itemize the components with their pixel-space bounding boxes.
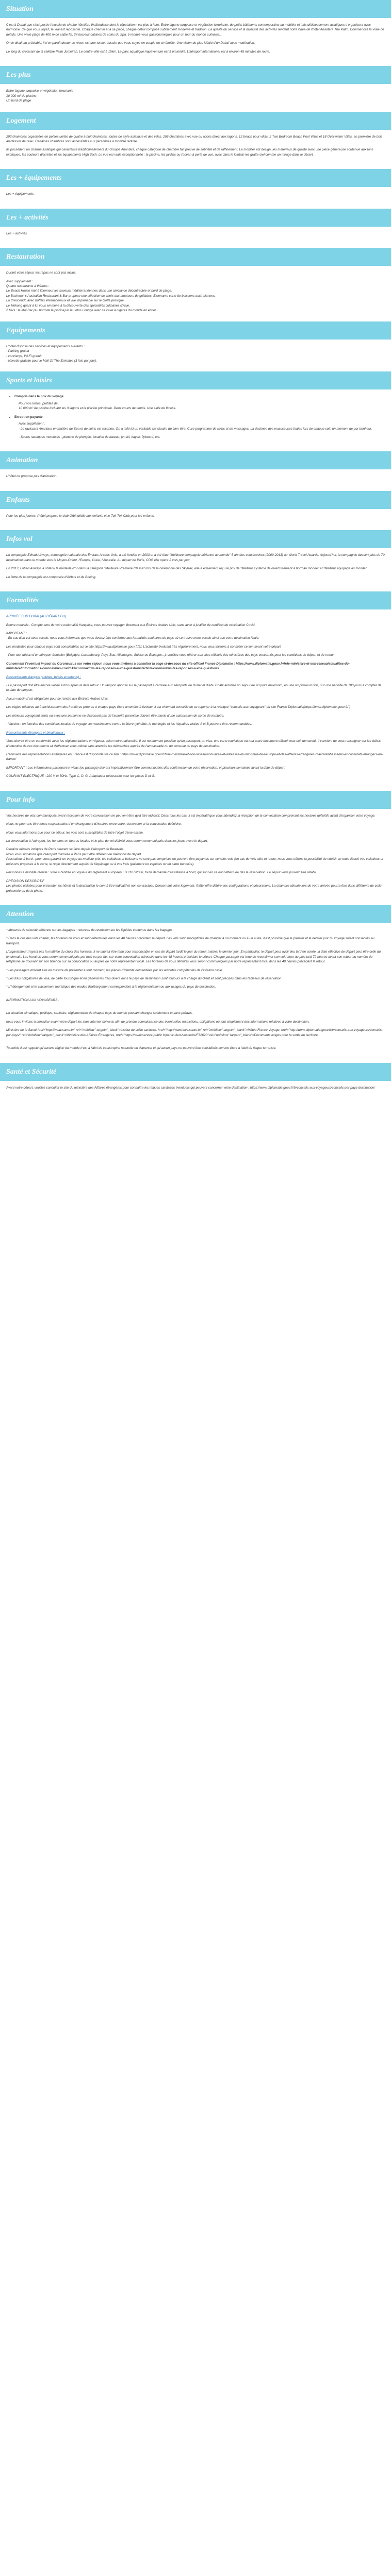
formalites-block: - Vaccins : en fonction des conditions locales de voyage, les vaccinations contre la fièvre typhoïde, la méningite et les hépatites virales A et B peuvent être recommandées.: [6, 722, 252, 726]
situation-paragraph: On le disait au préalable, il n'en paraît douter ce resort est une totale réussite que vous soyez en couple ou en famille. Une vision de plus idéale d'un Dubaï avec modération.: [6, 41, 255, 45]
section-plus: [0, 66, 391, 111]
section-title-plus-equipements: Les + équipements: [0, 169, 391, 187]
section-body-infos-vol: [0, 548, 391, 591]
section-body-equipements: [0, 340, 391, 372]
section-title-sante-securite: Santé et Sécurité: [0, 1063, 391, 1081]
section-body-attention: [0, 923, 391, 1063]
logement-paragraph: 293 chambres organisées en petites unités de quatre à huit chambres, toutes de style asiatique et des villas. 256 chambres avec vue ou accès direct aux lagons, 12 beach pour villas, 2 Two Bedroom Beach Pool Villas et 18 Over-water Villas, en première de bois au-dessus de l'eau. Certaines chambres sont accessibles aux personnes à mobilité réduite.: [6, 134, 383, 143]
restauration-item: Le Mekong quant à lui vous emmène à la découverte des spécialités culinaires d'Asie.: [6, 303, 130, 308]
section-body-logement: [0, 130, 391, 170]
infos-paragraph: La flotte de la compagnie est composée d'Airbus et de Boeing.: [6, 575, 96, 579]
section-title-formalites: Formalités: [0, 591, 391, 609]
attention-info-paragraph: La situation climatique, politique, sanitaire, réglementaire de chaque pays du monde pouvant changer subitement et sans préavis.: [6, 1011, 193, 1015]
sports-list: [6, 415, 385, 419]
restauration-item: 2 bars : le Mai Bar (au bord de la piscine) et le Lotus Lounge avec sa cave à cigares du monde en entier.: [6, 309, 157, 313]
formalites-block: Vous devrez être en conformité avec les réglementations en vigueur, selon votre nationalité. Il est notamment possible qu'un passeport, un visa, une carte touristique ou tout autre document officiel vous soit demandé. Il convient de vous renseigner sur les délais d'obtention de ces documents et d'effectuer vous-même sans attendre les démarches auprès de l'ambassade ou du consulat du pays de destination.: [6, 739, 381, 748]
attention-info-heading: INFORMATION AUX VOYAGEURS :: [6, 998, 59, 1002]
section-body-enfants: [0, 509, 391, 530]
section-title-animation: Animation: [0, 451, 391, 469]
formalites-block: COURANT ELECTRIQUE : 220 V et 50Hz. Type C, D, G. Adaptateur nécessaire pour les prises D et G.: [6, 774, 155, 778]
attention-paragraph: * L'hébergement et le classement touristique des modes d'hébergement correspondent à la réglementation ou aux usages du pays de destination.: [6, 985, 216, 989]
section-sports: [0, 371, 391, 451]
attention-paragraph: * Dans le cas des vols charter, les horaires de vous et sont déterminés dans les 48 heures précédant le départ. Les vols sont susceptibles de changer à un moment ou à un autre, il est possible que le premier et le dernier jour du voyage soient consacrés au transport.: [6, 937, 374, 945]
section-body-formalites: [0, 609, 391, 791]
section-pour-info: [0, 791, 391, 905]
equipements-item: - Navette gratuite pour le Mall Of The Emirates (3 fois par jour).: [6, 359, 97, 363]
section-body-situation: [0, 18, 391, 66]
attention-info-paragraph: nous vous invitons à consulter avant votre départ les sites Internet suivants afin de prendre connaissance des éventuelles restrictions, obligations ou tout simplement des informations relatives à votre destination.: [6, 1020, 310, 1024]
section-formalites: [0, 591, 391, 791]
section-plus-activites: [0, 209, 391, 248]
section-body-pour-info: [0, 809, 391, 905]
infos-paragraph: La compagnie Etihad Airways, compagnie nationale des Émirats Arabes Unis, a été fondée en 2003 et a été élue "Meilleure compagnie aérienne au monde" 5 années consécutives (2009-2013) au World Travel Awards. Aujourd'hui, la compagnie dessert plus de 70 destinations dans le monde vers le Moyen-Orient, l'Europe, l'Asie, l'Australie. Au départ de Paris, CDG elle opère 2 vols par jour.: [6, 553, 385, 562]
pour-info-paragraph: Prestations à bord : pour vous garantir un voyage au meilleur prix, les collations et boissons ne sont pas comprises ou peuvent être payantes sur certains vols (en cas de vols aller et retour, nous vous offrons la possibilité de choisir en toute liberté vos collations et boissons proposés à la carte, le règle directement auprès de l'équipage ou à vos frais (paiement en espèces ou en carte bancaire).: [6, 857, 383, 866]
plus-activites-text: Les + activités: [6, 231, 27, 235]
section-title-logement: Logement: [0, 112, 391, 130]
section-body-restauration: [0, 266, 391, 321]
formalites-block: Les règles relatives au franchissement des frontières propres à chaque pays étant amenées à évoluer, il est vivement conseillé de se reporter à la rubrique "conseils aux voyageurs" du site France Diplomatie(https://www.diplomatie.gouv.fr/ ): [6, 705, 350, 709]
pour-info-paragraph: Nous vous informons que pour ce séjour, les vols sont susceptibles de faire l'objet d'une escale.: [6, 831, 144, 835]
formalites-block: L'annuaire des représentations étrangères en France est disponible via ce lien : https://www.diplomatie.gouv.fr/fr/le-ministere-et-son-reseau/annuaires-et-adresses-du-ministere-de-l-europe-et-des-affaires-etrangeres-maedi/ambassades-et-consulats-etrangers-en-france/: [6, 752, 383, 761]
formalites-block-link[interactable]: Concernant l'éventuel impact du Coronavirus sur votre séjour, nous vous invitons à consulter la page ci-dessous du site officiel France Diplomatie : https://www.diplomatie.gouv.fr/fr/le-ministere-et-son-reseau/actualites-du-ministere/informations-coronavirus-covid-19/coronavirus-les-reponses-a-vos-questions/article/coronavirus-les-reponses-a-vos-questions: [6, 662, 350, 671]
section-body-plus-activites: [0, 227, 391, 248]
plus-line: Entre lagune turquoise et végétation luxuriante: [6, 89, 74, 93]
plus-line: 10 000 m² de piscine: [6, 94, 37, 98]
section-body-sante-securite: [0, 1081, 391, 1102]
restauration-item: Le Beach House met à l'honneur les saveurs méditerranéennes dans une ambiance décontractée et bord de plage.: [6, 289, 172, 293]
sports-list: [6, 394, 385, 399]
section-restauration: [0, 248, 391, 321]
section-title-enfants: Enfants: [0, 491, 391, 509]
pour-info-paragraph: PRÉCISION DESCRIPTIF: [6, 879, 44, 883]
spacer: [6, 993, 385, 998]
section-animation: [0, 451, 391, 490]
section-situation: [0, 0, 391, 66]
section-title-sports: Sports et loisirs: [0, 371, 391, 389]
enfants-text: Pour les plus jeunes, l'hôtel propose le club Orbit dédié aux enfants et le Tuk Tuk Club pour les enfants.: [6, 514, 155, 518]
formalites-block: - En cas d'un voi avec escale, nous vous informons que vous devrez être conforme aux formalités sanitaires du pays où se trouve notre escale ainsi que votre destination finale.: [6, 636, 259, 640]
infos-paragraph: En 2013, Etihad Airways a obtenu la médaille d'or dans la catégorie "Meilleure Première Classe" lors de la cérémonie des Skytrax, elle a également reçu le prix de "Meilleur système de divertissement à bord au monde" et "Meilleur équipage au monde".: [6, 567, 368, 571]
section-logement: [0, 112, 391, 170]
attention-paragraph: * Les frais obligatoires de visa, de carte touristique et en général les frais divers dans le pays de destination sont toujours à la charge du client et sont précisés dans les tableaux de réservation.: [6, 977, 283, 980]
sports-optional-text: - Le ravissant Anantara en matière de Spa et de soins est reconnu. On a tellé ici un véritable sanctuaire du bien-être. Cure programme de soins et de massages. La destinée des massseuses thaïes lors de chaque soin un moment de pur bonheur.: [19, 427, 372, 431]
equipements-item: - concierge, Wi-Fi gratuit: [6, 354, 42, 358]
formalites-heading: ARRIVÉE SUR DUBAI (AU DÉPART DU): [6, 615, 66, 619]
section-title-pour-info: Pour info: [0, 791, 391, 809]
sports-bullet-included: • Compris dans le prix du voyage: [14, 394, 385, 399]
formalites-block: Ressortissants étrangers et binationaux :: [6, 731, 66, 735]
section-title-restauration: Restauration: [0, 248, 391, 266]
attention-info-links[interactable]: Ministère de la Santé href="http://www.sante.fr/" rel="nofollow" target="_blank">Institut de veille sanitaire. href="http://www.invs.sante.fr/" rel="nofollow" target="_blank">Météo France Voyage, href="http://www.diplomatie.gouv.fr/fr/conseils-aux-voyageurs/conseils-par-pays/" rel="nofollow" target="_blank">Ministère des Affaires Étrangères, href="https://www.service-public.fr/particuliers/vosdroits/F32620" rel="nofollow" target="_blank">Documents exigés pour la sortie du territoire.: [6, 1028, 383, 1037]
formalites-block: IMPORTANT :: [6, 631, 27, 635]
section-title-equipements: Equipements: [0, 321, 391, 340]
attention-info-paragraph: Toutefois il est rappelé qu'aucune région du monde n'est à l'abri de catastrophe naturelle ou d'attentat et qu'aucun pays ne peuvent être considérés comme étant à l'abri du risque terroriste.: [6, 1046, 277, 1050]
section-title-infos-vol: Infos vol: [0, 530, 391, 548]
situation-paragraph: C'est à Dubaï que s'est posée l'excellente chaîne hôtelière thaïlandaise dont la réputation n'est plus à faire. Entre lagune turquoise et végétation luxuriante, de petits bâtiments contemporains au mobilier et toits délicieusement asiatiques s'organisent avec harmonie. Ce que vous voyez, le vrai est reposante. Chaque chemin et à sa place, chaque détail composé subtilement moderne et tradition. La qualité du service et la diversité des activités rendent notre l'idée de l'hôtel Anantara The Palm. Commencez la vraie de détails. Une vraie plage de 400 m de sable fin, 24 luxueux cabines de soins du Spa, 5 rendez-vous gastronomiques pour un tour du monde culinaire...: [6, 23, 384, 37]
formalites-block: Les mineurs voyageant seuls ou avec une personne ne disposant pas de l'autorité parentale doivent être munis d'une autorisation de sortie de territoire.: [6, 714, 224, 718]
spacer: [6, 1006, 385, 1011]
section-title-plus: Les plus: [0, 66, 391, 84]
formalites-block: Bonne nouvelle : Compte tenu de votre nationalité française, vous pouvez voyager librement aux Émirats Arabes Unis, sans avoir à justifier de certificat de vaccination Covid.: [6, 623, 256, 627]
plus-line: Un bord de plage: [6, 99, 31, 103]
section-enfants: [0, 491, 391, 530]
attention-paragraph: L'organisateur n'ayant pas la maîtrise du choix des horaires, il ne saurait être tenu pour responsable en cas de départ tardif le jour du retour matinal le dernier jour. En particulier, le départ peut avoir lieu tard en soirée, la date effective de départ peut être celle du lendemain. Les horaires vous seront communiqués par mail ou par fax, sur votre convocation adressée dans les 48 heures précédant le départ. Chaque passager est tenu de reconfirmer son vol retour au plus tard 72 heures avant son retour au numéro de téléphone se trouvant sur son billet ou sur sa convocation ou auprès de notre représentant local. Les horaires de vous définitifs vous seront communiqués par notre représentant local dans les 48 heures précédant le retour.: [6, 950, 381, 964]
section-title-situation: Situation: [0, 0, 391, 18]
restauration-sub: Quatre restaurants à thèmes :: [6, 284, 50, 288]
section-body-plus: [0, 84, 391, 111]
formalites-block: - Le passeport doit être encore valide à trois après la date retour. Un tampon apposé sur le passeport à l'arrivée aux aéroports de Dubaï et d'Abu Dhabi autorise un séjour de 90 jours maximum, en une ou plusieurs fois, sur une période de 180 jours à compter de la date du tampon.: [6, 684, 382, 692]
sports-included-text: 10 000 m² de piscine incluant les 3 lagons et la piscine principale. Deux courts de tennis. Une salle de fitness.: [19, 406, 176, 411]
restauration-item: Le Bushman's Australian Restaurant & Bar propose une sélection de choix aux amateurs de grillades. Étonnante carte de boissons australiennes.: [6, 294, 216, 298]
formalites-block: - Pour tout départ d'un aéroport frontalier (Belgique, Luxembourg, Pays-Bas, Allemagne, Suisse ou Espagne...), veuillez vous référer aux sites officiels des ministères des pays concernés pour les conditions de départ et de retour.: [6, 653, 335, 657]
section-infos-vol: [0, 530, 391, 591]
attention-paragraph: * Mesures de sécurité aérienne sur les bagages : nouveau de restriction sur les liquides contenus dans les bagages: [6, 928, 173, 932]
formalites-block: Les modalités pour chaque pays sont consultables sur le site https://www.diplomatie.gouv.fr/fr/. L'actualité évoluant très régulièrement, nous vous invitons à consulter ce lien avant votre départ.: [6, 645, 282, 649]
section-sante-securite: [0, 1063, 391, 1102]
situation-paragraph: Le long du croissant de la célèbre Palm Jumeirah. Le centre-ville est à 15km. Le parc aquatique Aquaventure est à proximité. L'aéroport international est à environ 45 minutes de route.: [6, 49, 270, 54]
pour-info-paragraph: Personnes à mobilité réduite : suite à l'entrée en vigueur du règlement européen EU 1107/2006, toute demande d'assistance à bord, qui sont en ce dont effectuée dès la réservation. Le séjour vous pouvez être rétabli.: [6, 871, 317, 875]
section-title-plus-activites: Les + activités: [0, 209, 391, 227]
logement-paragraph: Ils possèdent un charme asiatique qui caractérise traditionnellement du Groupe Anantara, chaque catégorie de chambre fait preuve de sobriété et de raffinement. Le mobilier est design, les matériaux de qualité avec une pièce généreuse soutenue aux tons exotiques, les couleurs discrètes et les équipements High Tech. Le vue est vraie exceptionnelle : la piscine, les jardins ou l'océan à perte de vue, avec dans le lointain les gratte-ciel comme un mirage dans le désert.: [6, 148, 373, 157]
section-body-animation: [0, 469, 391, 490]
sports-optional-text: - Sports nautiques motorisés : planche de plongée, location de bateau, jet-ski, kayak, flyboard, etc.: [19, 435, 160, 439]
formalites-block: Ressortissants français (adultes, bébés et enfants) :: [6, 675, 81, 679]
animation-text: L'hôtel ne propose pas d'animation.: [6, 474, 58, 479]
pour-info-paragraph: Nous ne pourrons être tenus responsables d'un changement d'horaires entre votre réservation et la convocation définitive.: [6, 822, 182, 826]
sports-included-text: Pour vos loisirs, profitez de :: [19, 401, 60, 405]
sports-bullet-optional: • En option payante: [14, 415, 385, 419]
pour-info-paragraph: Nous vous signalons que l'aéroport d'arrivée à Paris peut être différent de l'aéroport de départ.: [6, 852, 142, 856]
formalites-block: Aucun vaccin n'est obligatoire pour se rendre aux Émirats Arabes Unis.: [6, 697, 109, 701]
section-body-sports: [0, 389, 391, 451]
pour-info-paragraph: Certains départs indiqués de Paris peuvent se faire depuis l'aéroport de Beauvais.: [6, 848, 125, 852]
sports-optional-lead: Avec supplément :: [19, 422, 45, 426]
pour-info-paragraph: Vos horaires de vols communiqués avant réception de votre convocation ne peuvent être qu'à titre indicatif. Dans tous les cas, il est impératif que vous attendiez la réception de la convocation comprenant les horaires définitifs avant d'organiser votre voyage.: [6, 814, 376, 818]
section-body-plus-equipements: [0, 187, 391, 208]
restauration-intro: Durant votre séjour, les repas ne sont pas inclus.: [6, 271, 77, 275]
attention-paragraph: * Les passagers doivent être en mesure de présenter à tout moment, les pièces d'identité demandées par les autorités compétentes de l'aviation civile.: [6, 968, 223, 972]
restauration-item: La Crescendo avec buffets internationaux et vue imprenable sur le Golfe persique.: [6, 299, 125, 303]
section-attention: [0, 905, 391, 1063]
restauration-lead: Avec supplément :: [6, 279, 33, 283]
section-title-attention: Attention: [0, 905, 391, 923]
section-equipements: [0, 321, 391, 372]
sante-text: Avant votre départ, veuillez consulter le site du ministère des Affaires étrangères pour connaître les risques sanitaires éventuels qui peuvent concerner votre destination : https://www.diplomatie.gouv.fr/fr/conseils-aux-voyageurs/conseils-par-pays-destination/: [6, 1086, 375, 1090]
equipements-item: - Parking gratuit: [6, 349, 29, 353]
page: [0, 0, 391, 1102]
formalites-block: IMPORTANT : Les informations passeport et visas (ou passage) devront impérativement être communiquées dès confirmation de votre réservation, et plusieurs semaines avant la date de départ.: [6, 766, 286, 770]
section-plus-equipements: [0, 169, 391, 208]
spacer: [6, 1041, 385, 1046]
plus-equipements-text: Les + équipements: [6, 192, 34, 196]
equipements-intro: L'hôtel dispose des services et équipements suivants :: [6, 344, 85, 348]
pour-info-paragraph: Les photos utilisées pour présenter les hôtels et la destination le sont à titre indicatif et non contractuel. Concernant votre logement, l'hôtel offre différentes configurations et décorations. La chambre allouée lors de votre arrivée pourra être donc différente de celle présentée ou de la photo.: [6, 884, 382, 893]
pour-info-paragraph: La convocation à l'aéroport, les horaires en heures locales et le plan de vol définitif vous seront communiqués dans les jours avant le départ.: [6, 839, 208, 843]
